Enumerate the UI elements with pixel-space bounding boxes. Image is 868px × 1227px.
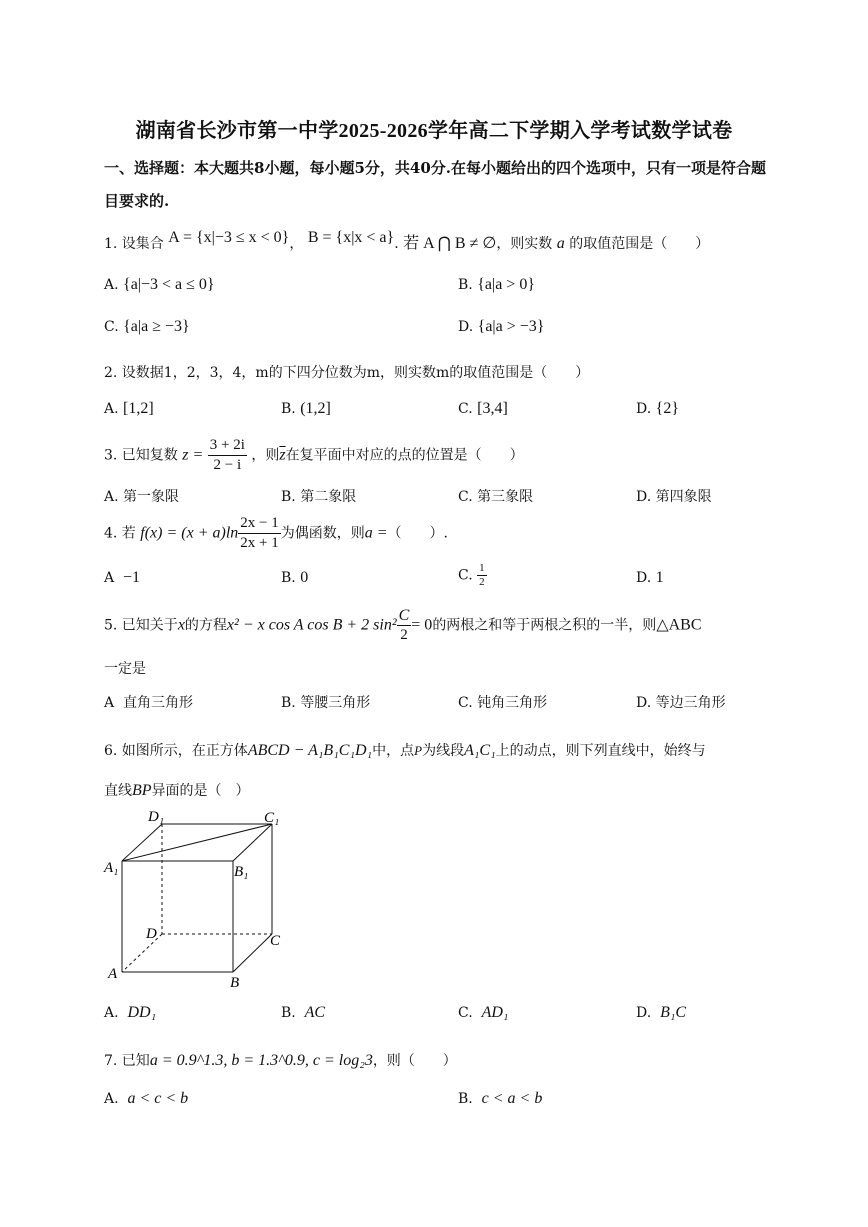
q3-option-a[interactable]: A. 第一象限 — [104, 489, 180, 505]
q6-line2: 直线BP异面的是（ ） — [104, 782, 250, 799]
q3-fraction: $\frac{3 + 2i}{2 - i}$ — [209, 437, 245, 473]
q6-mid: 中，点 — [372, 743, 415, 759]
q1-tail: ，则实数 — [496, 236, 553, 252]
question-1: 1. 设集合 A = {x|−3 ≤ x < 0}， B = {x|x < a}. 若 A ⋂ B ≠ ∅，则实数 a 的取值范围是（ ） — [104, 229, 710, 252]
q6-cube: ABCD − A₁B₁C₁D₁ — [247, 742, 373, 759]
q3-post: ，则 — [251, 447, 280, 464]
q6-post: 上的动点，则下列直线中，始终与 — [495, 743, 706, 759]
edge-c1b1 — [233, 824, 272, 861]
q6-bp: BP — [132, 782, 152, 799]
q3-option-d[interactable]: D. 第四象限 — [636, 489, 712, 505]
q4-post2: （ ）. — [387, 525, 448, 542]
q3-zbar: $\overline{z}$ — [279, 446, 286, 464]
q4-option-b[interactable]: B. 0 — [281, 569, 309, 586]
q5-option-b[interactable]: B. 等腰三角形 — [281, 695, 371, 711]
edge-d1a1 — [122, 824, 162, 861]
label-d1: D₁ — [148, 809, 165, 825]
q6-option-c[interactable]: C. AD₁ — [458, 1004, 509, 1021]
q7-expression: a = 0.9^1.3, b = 1.3^0.9, c = log₂3 — [149, 1052, 373, 1069]
q5-option-a[interactable]: A 直角三角形 — [104, 695, 194, 711]
q1-set-a: A = {x|−3 ≤ x < 0} — [168, 229, 290, 246]
question-3 — [104, 436, 524, 475]
q1-number: 1. 设集合 — [104, 236, 164, 252]
label-a: A — [108, 966, 118, 982]
q1-option-b[interactable]: B. {a|a > 0} — [458, 276, 535, 293]
q2-option-b[interactable]: B. (1,2] — [281, 400, 331, 417]
label-a1: A₁ — [104, 860, 119, 876]
q4-function: f(x) = (x + a)ln — [140, 524, 239, 542]
label-d: D — [146, 926, 157, 942]
cube-figure — [100, 806, 300, 996]
q4-option-c[interactable]: C. $\frac{1}{2}$ — [458, 562, 485, 588]
q6-pre: 6. 如图所示，在正方体 — [104, 743, 248, 759]
q5-triangle: △ABC — [656, 616, 702, 634]
q5-post: 的两根之和等于两根之积的一半，则 — [432, 617, 657, 634]
q1-option-c[interactable]: C. {a|a ≥ −3} — [104, 318, 190, 335]
q3-pre: 3. 已知复数 — [104, 447, 178, 464]
question-5 — [104, 606, 702, 645]
label-b: B — [230, 975, 240, 991]
q4-var: a = — [364, 524, 388, 542]
label-c: C — [270, 933, 281, 949]
edge-a1c1 — [122, 824, 272, 861]
q6-mid2: 为线段 — [422, 743, 465, 759]
label-c1: C₁ — [264, 810, 280, 826]
q5-option-c[interactable]: C. 钝角三角形 — [458, 695, 548, 711]
edge-bc — [233, 934, 272, 972]
q1-option-d[interactable]: D. {a|a > −3} — [458, 318, 545, 335]
q5-fraction: $\frac{C}{2}$ — [398, 607, 410, 643]
q6-option-d[interactable]: D. B₁C — [636, 1004, 687, 1021]
q1-condition: 若 A ⋂ B ≠ ∅ — [403, 235, 497, 252]
q4-option-a[interactable]: A −1 — [104, 569, 141, 586]
question-2: 2. 设数据1，2，3，4，m的下四分位数为m，则实数m的取值范围是（ ） — [104, 365, 590, 381]
page-title: 湖南省长沙市第一中学2025-2026学年高二下学期入学考试数学试卷 — [135, 120, 733, 142]
q3-z: z = — [182, 446, 204, 464]
question-6 — [104, 740, 706, 760]
q4-option-d[interactable]: D. 1 — [636, 569, 664, 586]
q2-option-c[interactable]: C. [3,4] — [458, 400, 508, 417]
question-4 — [104, 514, 448, 553]
q6-segment: A₁C₁ — [464, 742, 496, 759]
q4-pre: 4. 若 — [104, 525, 136, 542]
q4-fraction: $\frac{2x - 1}{2x + 1}$ — [240, 515, 279, 551]
q1-option-a[interactable]: A. {a|−3 < a ≤ 0} — [104, 276, 215, 293]
q2-option-a[interactable]: A. [1,2] — [104, 400, 154, 417]
q6-option-a[interactable]: A. DD₁ — [104, 1004, 157, 1021]
q7-pre: 7. 已知 — [104, 1053, 150, 1069]
q5-pre: 5. 已知关于 — [104, 617, 178, 634]
q5-equation: x² − x cos A cos B + 2 sin² — [226, 616, 397, 634]
q3-option-c[interactable]: C. 第三象限 — [458, 489, 534, 505]
q4-post: 为偶函数，则 — [280, 525, 365, 542]
q2-option-d[interactable]: D. {2} — [636, 400, 679, 417]
q1-tail2: 的取值范围是（ ） — [569, 236, 710, 252]
q1-var: a — [556, 235, 565, 252]
q3-option-b[interactable]: B. 第二象限 — [281, 489, 357, 505]
q1-set-b: B = {x|x < a} — [307, 229, 395, 246]
section-header: 一、选择题：本大题共8小题，每小题5分，共40分.在每小题给出的四个选项中，只有一项是符合题目要求的. — [104, 159, 766, 210]
q5-line2: 一定是 — [104, 661, 146, 677]
q3-post2: 在复平面中对应的点的位置是（ ） — [285, 447, 524, 464]
q5-equation-end: = 0 — [411, 616, 433, 634]
q6-option-b[interactable]: B. AC — [281, 1004, 326, 1021]
label-b1: B₁ — [234, 864, 249, 880]
q7-option-a[interactable]: A. a < c < b — [104, 1090, 189, 1107]
q5-x: x — [177, 616, 185, 634]
question-7 — [104, 1050, 457, 1070]
q7-post: ，则（ ） — [372, 1053, 457, 1069]
q5-option-d[interactable]: D. 等边三角形 — [636, 695, 726, 711]
q7-option-b[interactable]: B. c < a < b — [458, 1090, 543, 1107]
q6-p: P — [414, 743, 423, 758]
q5-mid: 的方程 — [184, 617, 227, 634]
